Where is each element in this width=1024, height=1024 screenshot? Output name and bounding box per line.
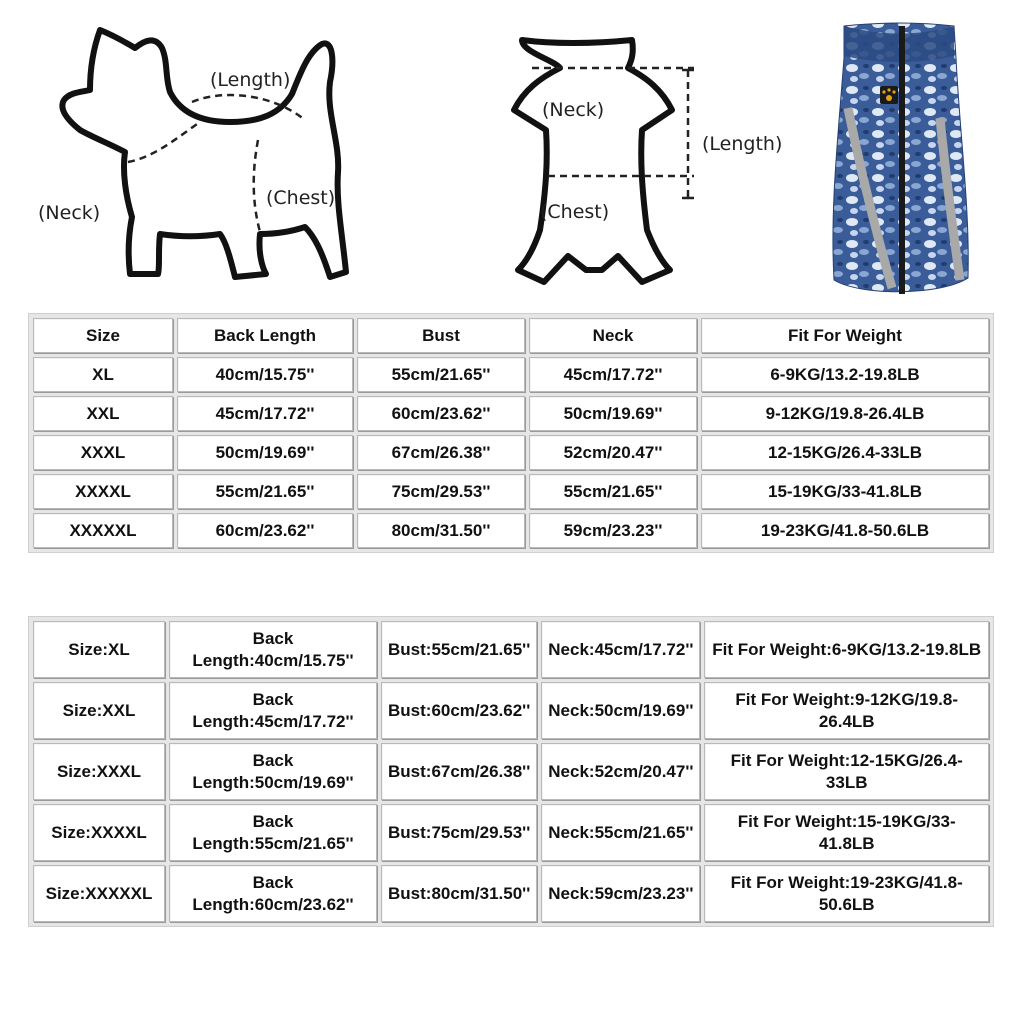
weight-cell: 9-12KG/19.8-26.4LB xyxy=(701,396,989,431)
garment-top-outline xyxy=(462,30,802,290)
neck-cell: Neck:45cm/17.72'' xyxy=(541,621,700,678)
size-cell: XXXL xyxy=(33,435,173,470)
weight-cell: 6-9KG/13.2-19.8LB xyxy=(701,357,989,392)
header-cell: Size xyxy=(33,318,173,353)
table-row xyxy=(33,396,989,431)
neck-cell: 45cm/17.72'' xyxy=(529,357,697,392)
neck-cell: Neck:50cm/19.69'' xyxy=(541,682,700,739)
size-cell: Size:XXXL xyxy=(33,743,165,800)
bust-cell: 67cm/26.38'' xyxy=(357,435,525,470)
table-row xyxy=(33,682,989,739)
back-length-cell: Back Length:45cm/17.72'' xyxy=(169,682,377,739)
top-chest-label: (Chest) xyxy=(540,201,610,223)
back-length-cell: 60cm/23.62'' xyxy=(177,513,353,548)
neck-cell: Neck:59cm/23.23'' xyxy=(541,865,700,922)
size-cell: XXXXL xyxy=(33,474,173,509)
bust-cell: 80cm/31.50'' xyxy=(357,513,525,548)
weight-cell: Fit For Weight:9-12KG/19.8-26.4LB xyxy=(704,682,989,739)
neck-cell: 55cm/21.65'' xyxy=(529,474,697,509)
bust-cell: Bust:75cm/29.53'' xyxy=(381,804,537,861)
table-row xyxy=(33,865,989,922)
back-length-cell: Back Length:40cm/15.75'' xyxy=(169,621,377,678)
header-cell: Bust xyxy=(357,318,525,353)
table-row xyxy=(33,513,989,548)
size-cell: XXXXXL xyxy=(33,513,173,548)
weight-cell: Fit For Weight:12-15KG/26.4-33LB xyxy=(704,743,989,800)
neck-cell: 52cm/20.47'' xyxy=(529,435,697,470)
bust-cell: 55cm/21.65'' xyxy=(357,357,525,392)
table-row xyxy=(33,621,989,678)
size-cell: Size:XL xyxy=(33,621,165,678)
weight-cell: Fit For Weight:15-19KG/33-41.8LB xyxy=(704,804,989,861)
neck-cell: 59cm/23.23'' xyxy=(529,513,697,548)
back-length-cell: Back Length:55cm/21.65'' xyxy=(169,804,377,861)
weight-cell: Fit For Weight:6-9KG/13.2-19.8LB xyxy=(704,621,989,678)
dog-coat-image xyxy=(820,18,980,300)
side-length-label: (Length) xyxy=(210,69,291,91)
back-length-cell: Back Length:60cm/23.62'' xyxy=(169,865,377,922)
garment-top-diagram xyxy=(462,30,802,290)
neck-cell: Neck:55cm/21.65'' xyxy=(541,804,700,861)
top-neck-label: (Neck) xyxy=(542,99,605,121)
back-length-cell: 40cm/15.75'' xyxy=(177,357,353,392)
bust-cell: Bust:80cm/31.50'' xyxy=(381,865,537,922)
table-header-row xyxy=(33,318,989,353)
side-neck-label: (Neck) xyxy=(38,202,101,224)
neck-cell: 50cm/19.69'' xyxy=(529,396,697,431)
table-row xyxy=(33,743,989,800)
weight-cell: Fit For Weight:19-23KG/41.8-50.6LB xyxy=(704,865,989,922)
bust-cell: 75cm/29.53'' xyxy=(357,474,525,509)
size-cell: XL xyxy=(33,357,173,392)
table-row xyxy=(33,435,989,470)
table-row xyxy=(33,804,989,861)
header-cell: Back Length xyxy=(177,318,353,353)
bust-cell: Bust:55cm/21.65'' xyxy=(381,621,537,678)
table-row xyxy=(33,357,989,392)
table-row xyxy=(33,474,989,509)
size-chart-table xyxy=(28,313,994,553)
header-cell: Fit For Weight xyxy=(701,318,989,353)
weight-cell: 19-23KG/41.8-50.6LB xyxy=(701,513,989,548)
size-cell: Size:XXXXL xyxy=(33,804,165,861)
weight-cell: 15-19KG/33-41.8LB xyxy=(701,474,989,509)
side-chest-label: (Chest) xyxy=(266,187,336,209)
dog-side-outline xyxy=(30,22,370,292)
bust-cell: Bust:67cm/26.38'' xyxy=(381,743,537,800)
weight-cell: 12-15KG/26.4-33LB xyxy=(701,435,989,470)
size-detail-table xyxy=(28,616,994,927)
bust-cell: 60cm/23.62'' xyxy=(357,396,525,431)
product-photo xyxy=(820,18,980,300)
back-length-cell: 50cm/19.69'' xyxy=(177,435,353,470)
neck-cell: Neck:52cm/20.47'' xyxy=(541,743,700,800)
size-cell: Size:XXL xyxy=(33,682,165,739)
dog-side-diagram xyxy=(30,22,370,292)
size-cell: XXL xyxy=(33,396,173,431)
back-length-cell: 55cm/21.65'' xyxy=(177,474,353,509)
size-cell: Size:XXXXXL xyxy=(33,865,165,922)
top-length-label: (Length) xyxy=(702,133,783,155)
back-length-cell: 45cm/17.72'' xyxy=(177,396,353,431)
header-cell: Neck xyxy=(529,318,697,353)
back-length-cell: Back Length:50cm/19.69'' xyxy=(169,743,377,800)
bust-cell: Bust:60cm/23.62'' xyxy=(381,682,537,739)
